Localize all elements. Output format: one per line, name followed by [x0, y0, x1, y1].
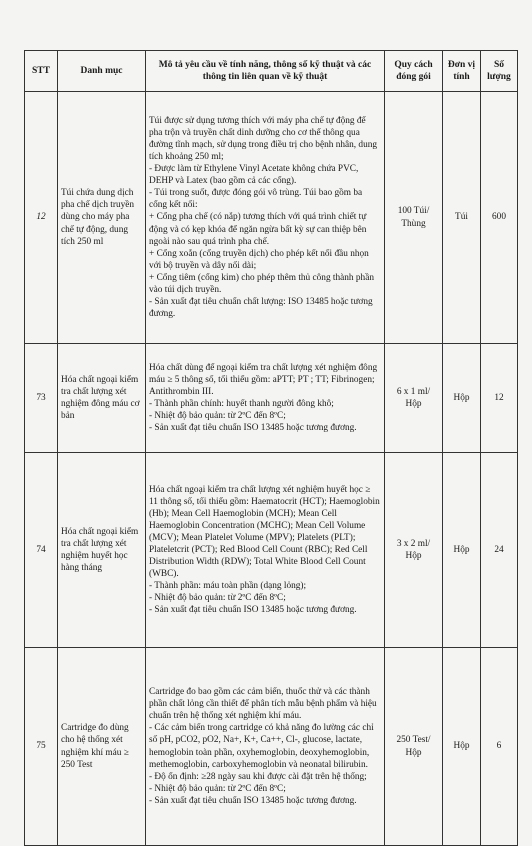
row-unit: Hộp [443, 344, 481, 453]
specification-table [24, 50, 518, 846]
description-line: - Sản xuất đạt tiêu chuẩn chất lượng: ISO 13485 hoặc tương đương. [149, 297, 373, 320]
row-stt: 75 [25, 648, 58, 846]
row-quantity: 600 [481, 92, 518, 344]
description-line: - Sản xuất đạt tiêu chuẩn ISO 13485 hoặc tương đương. [149, 605, 357, 616]
description-line: - Thành phần chính: huyết thanh người đông khô; [149, 399, 334, 409]
row-stt: 12 [25, 92, 58, 344]
table-row [25, 92, 518, 344]
description-line: + Cổng tiêm (cổng kim) cho phép thêm thủ công thành phần vào túi dịch truyền. [149, 272, 374, 295]
row-description [146, 344, 385, 453]
row-description [146, 92, 385, 344]
description-line: - Nhiệt độ bảo quản: từ 2ºC đến 8ºC; [149, 593, 286, 604]
description-line: + Cổng pha chế (có nắp) tương thích với quá trình chiết tự động và có kẹp khóa để ngăn ngừa bất kỳ sự can thiệp bên ngoài nào sau quá trình pha chế. [149, 212, 367, 247]
row-category: Cartridge đo dùng cho hệ thống xét nghiệm khí máu ≥ 250 Test [58, 648, 146, 846]
row-quantity: 6 [481, 648, 518, 846]
header-quantity: Số lượng [481, 51, 518, 92]
description-line: - Các cảm biến trong cartridge có khả năng đo lường các chỉ số pH, pCO2, pO2, Na+, K+, Ca++, Cl-, glucose, lactate, hemoglobin toàn phần, oxyhemoglobin, deoxyhemoglobin, methemoglobin, carboxyhemoglobin và neonatal bilirubin. [149, 723, 374, 770]
description-line: - Nhiệt độ bảo quản: từ 2ºC đến 8ºC; [149, 783, 286, 794]
table-header-row [25, 51, 518, 92]
row-unit: Túi [443, 92, 481, 344]
header-stt: STT [25, 51, 58, 92]
row-category: Hóa chất ngoại kiểm tra chất lượng xét nghiệm đông máu cơ bản [58, 344, 146, 453]
header-unit: Đơn vị tính [443, 51, 481, 92]
row-packing: 250 Test/ Hộp [385, 648, 443, 846]
description-line: - Sản xuất đạt tiêu chuẩn ISO 13485 hoặc tương đương. [149, 795, 357, 806]
description-line: - Thành phần: máu toàn phần (dạng lỏng); [149, 581, 307, 592]
header-category: Danh mục [58, 51, 146, 92]
header-description: Mô tả yêu cầu về tính năng, thông số kỹ thuật và các thông tin liên quan về kỹ thuật [146, 51, 385, 92]
description-line: Cartridge đo bao gồm các cảm biến, thuốc thử và các thành phần chất lỏng cần thiết để phân tích mẫu bệnh phẩm và hiệu chuẩn trên hệ thống xét nghiệm khí máu. [149, 687, 377, 722]
description-line: Hóa chất ngoại kiểm tra chất lượng xét nghiệm huyết học ≥ 11 thông số, tối thiểu gồm: Haematocrit (HCT); Haemoglobin (Hb); Mean Cell Haemoglobin (MCH); Mean Cell Haemoglobin Concentration (MCHC); Mean Cell Volume (MCV); Mean Platelet Volume (MPV); Platelets (PLT); Plateletcrit (PCT); Red Blood Cell Count (RBC); Red Cell Distribution Width (RDW); Total White Blood Cell Count (WBC). [149, 484, 380, 580]
row-unit: Hộp [443, 648, 481, 846]
table-row [25, 344, 518, 453]
row-unit: Hộp [443, 453, 481, 648]
description-line: - Được làm từ Ethylene Vinyl Acetate không chứa PVC, DEHP và Latex (bao gồm cả các cổng). [149, 164, 359, 187]
header-packing: Quy cách đóng gói [385, 51, 443, 92]
row-packing: 3 x 2 ml/ Hộp [385, 453, 443, 648]
row-stt: 73 [25, 344, 58, 453]
row-category: Hóa chất ngoại kiểm tra chất lượng xét nghiệm huyết học hàng tháng [58, 453, 146, 648]
row-stt: 74 [25, 453, 58, 648]
row-quantity: 24 [481, 453, 518, 648]
row-category: Túi chứa dung dịch pha chế dịch truyền dùng cho máy pha chế tự động, dung tích 250 ml [58, 92, 146, 344]
description-line: Túi được sử dụng tương thích với máy pha chế tự động để pha trộn và truyền chất dinh dưỡng cho cơ thể thông qua đường tĩnh mạch, sử dụng trong điều trị cho bệnh nhân, dung tích khoảng 250 ml; [149, 115, 378, 163]
description-line: - Sản xuất đạt tiêu chuẩn ISO 13485 hoặc tương đương. [149, 423, 357, 434]
row-description [146, 453, 385, 648]
row-description [146, 648, 385, 846]
table-row [25, 453, 518, 648]
description-line: + Cổng xoắn (cổng truyền dịch) cho phép kết nối đầu nhọn với bộ truyền và dây nối dài; [149, 248, 369, 271]
description-line: - Nhiệt độ bảo quản: từ 2ºC đến 8ºC; [149, 411, 286, 422]
description-line: - Độ ổn định: ≥28 ngày sau khi được cài đặt trên hệ thống; [149, 771, 367, 782]
description-line: Hóa chất dùng để ngoại kiểm tra chất lượng xét nghiệm đông máu ≥ 5 thông số, tối thiểu gồm: aPTT; PT ; TT; Fibrinogen; Antithrombin III. [149, 362, 378, 397]
row-packing: 100 Túi/ Thùng [385, 92, 443, 344]
row-packing: 6 x 1 ml/ Hộp [385, 344, 443, 453]
row-quantity: 12 [481, 344, 518, 453]
table-row [25, 648, 518, 846]
description-line: - Túi trong suốt, được đóng gói vô trùng. Túi bao gồm ba cổng kết nối: [149, 188, 363, 211]
